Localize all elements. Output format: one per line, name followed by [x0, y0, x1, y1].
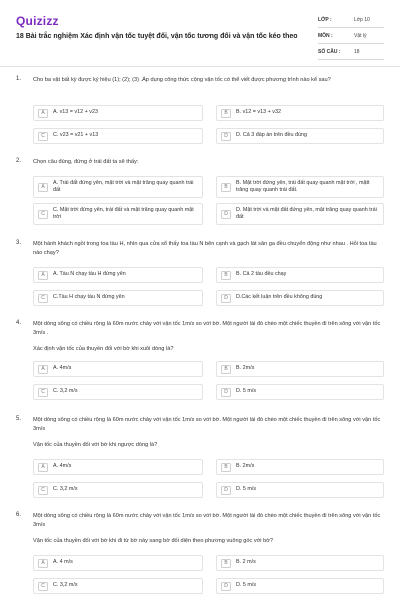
option-c[interactable]	[33, 290, 203, 306]
worksheet-title: 18 Bài trắc nghiệm Xác định vận tốc tuyệt đối, vận tốc tương đối và vận tốc kéo theo	[16, 33, 298, 40]
option-text: D. 5 m/s	[236, 486, 257, 493]
meta-row-count	[318, 44, 384, 60]
option-letter: B	[221, 559, 231, 568]
option-letter: D	[221, 294, 231, 303]
option-text: D.Các kết luận trên đều không đúng	[236, 294, 323, 301]
question-text: Một dòng sông có chiều rộng là 60m nước chảy với vận tốc 1m/s so với bờ. Một người lái đò chèo một chiếc thuyền đi trên sông với vận tốc 3m/s .	[33, 321, 381, 336]
option-text: D. Mặt trời và mặt đất đứng yên, mặt trăng quay quanh trái đất	[236, 206, 377, 220]
option-text: C.Tàu H chạy tàu N đứng yên	[53, 294, 125, 301]
option-c[interactable]	[33, 128, 203, 144]
option-text: B. Mặt trời đứng yên, trái đất quay quanh mặt trời , mặtt trăng quay quanh trái đất.	[236, 179, 370, 193]
option-text: A. v13 = v12 + v23	[53, 109, 98, 116]
option-letter: C	[38, 388, 48, 397]
option-a[interactable]	[33, 555, 203, 571]
option-a[interactable]	[33, 105, 203, 121]
option-b[interactable]	[216, 105, 384, 121]
option-a[interactable]	[33, 267, 203, 283]
option-text: A. Tàu N chạy tàu H đứng yên	[53, 271, 126, 278]
option-letter: C	[38, 486, 48, 495]
question-text: Một dòng sông có chiều rộng là 60m nước chảy với vận tốc 1m/s so với bờ. Một người lái đò chèo một chiếc thuyền đi trên sông với vận tốc 3m/s	[33, 417, 381, 432]
option-text: D. 5 m/s	[236, 388, 257, 395]
option-letter: A	[38, 559, 48, 568]
meta-row-class	[318, 12, 384, 28]
option-text: C. v23 = v21 + v13	[53, 132, 99, 139]
meta-row-subject	[318, 28, 384, 44]
option-b[interactable]	[216, 459, 384, 475]
quizizz-logo: Quizizz	[16, 14, 59, 28]
option-c[interactable]	[33, 482, 203, 498]
option-letter: C	[38, 582, 48, 591]
option-d[interactable]	[216, 384, 384, 400]
option-letter: C	[38, 294, 48, 303]
option-letter: D	[221, 486, 231, 495]
option-letter: A	[38, 463, 48, 472]
meta-key: SỐ CÂU :	[318, 48, 341, 55]
option-text: C. 3,2 m/s	[53, 388, 78, 395]
option-text: C. 3,2 m/s	[53, 486, 78, 493]
option-d[interactable]	[216, 578, 384, 594]
option-letter: B	[221, 271, 231, 280]
option-letter: B	[221, 183, 231, 192]
option-letter: D	[221, 210, 231, 219]
option-letter: B	[221, 365, 231, 374]
option-text: C. 3,2 m/s	[53, 582, 78, 589]
question-text: Một hành khách ngồi trong toa tàu H, nhìn qua cửa sổ thấy toa tàu N bên cạnh và gạch lát sân ga đều chuyển động như nhau . Hỏi toa tàu nào chạy?	[33, 241, 377, 256]
option-letter: A	[38, 365, 48, 374]
option-text: A. 4m/s	[53, 365, 72, 372]
question-number: 1.	[16, 76, 22, 82]
option-text: A. 4 m/s	[53, 559, 73, 566]
option-b[interactable]	[216, 176, 384, 198]
option-text: B. 2 m/s	[236, 559, 256, 566]
option-letter: A	[38, 109, 48, 118]
option-letter: A	[38, 271, 48, 280]
question-number: 2.	[16, 158, 22, 164]
worksheet-header	[16, 12, 384, 66]
option-letter: D	[221, 132, 231, 141]
meta-value: Lớp 10	[354, 16, 370, 23]
option-letter: D	[221, 388, 231, 397]
meta-table	[318, 12, 384, 60]
option-d[interactable]	[216, 290, 384, 306]
meta-key: LỚP :	[318, 16, 332, 23]
question-subtext: Vận tốc của thuyền đối với bờ khi ngược dòng là?	[33, 442, 158, 448]
option-d[interactable]	[216, 482, 384, 498]
option-b[interactable]	[216, 267, 384, 283]
option-letter: A	[38, 183, 48, 192]
meta-value: 18	[354, 48, 360, 55]
option-letter: C	[38, 210, 48, 219]
header-divider	[0, 66, 400, 67]
option-a[interactable]	[33, 176, 203, 198]
question-number: 5.	[16, 416, 22, 422]
question-number: 4.	[16, 320, 22, 326]
question-text: Chọn câu đúng, đứng ở trái đất ta sẽ thấy:	[33, 159, 139, 165]
meta-key: MÔN :	[318, 32, 333, 39]
option-a[interactable]	[33, 459, 203, 475]
option-text: B. 2m/s	[236, 365, 255, 372]
option-text: B. v12 = v13 + v32	[236, 109, 281, 116]
option-c[interactable]	[33, 203, 203, 225]
meta-value: Vật lý	[354, 32, 367, 39]
option-text: D. Cả 3 đáp án trên đều đúng	[236, 132, 308, 139]
option-text: D. 5 m/s	[236, 582, 257, 589]
option-text: C. Mặt trời đứng yên, trái đất và mặt trăng quay quanh mặt trời	[53, 206, 194, 220]
question-number: 3.	[16, 240, 22, 246]
question-subtext: Vận tốc của thuyền đối với bờ khi đi từ bờ này sang bờ đối diện theo phương vuông góc với bờ?	[33, 538, 273, 544]
option-text: B. 2m/s	[236, 463, 255, 470]
option-letter: C	[38, 132, 48, 141]
option-b[interactable]	[216, 555, 384, 571]
question-text: Cho ba vật bất kỳ được ký hiệu (1); (2); (3) .Áp dụng công thức cộng vận tốc có thể viết được phương trình nào kể sau?	[33, 77, 331, 83]
option-text: B. Cả 2 tàu đều chạy	[236, 271, 287, 278]
option-b[interactable]	[216, 361, 384, 377]
question-number: 6.	[16, 512, 22, 518]
question-text: Một dòng sông có chiều rộng là 60m nước chảy với vận tốc 1m/s so với bờ. Một người lái đò chèo một chiếc thuyền đi trên sông với vận tốc 3m/s	[33, 513, 381, 528]
option-letter: B	[221, 109, 231, 118]
option-text: A. Trái đất đứng yên, mặt trời và mặt trăng quay quanh trái đất	[53, 179, 194, 193]
option-d[interactable]	[216, 128, 384, 144]
question-subtext: Xác định vận tốc của thuyền đối với bờ khi xuôi dòng là?	[33, 346, 174, 352]
option-letter: B	[221, 463, 231, 472]
option-text: A. 4m/s	[53, 463, 72, 470]
option-c[interactable]	[33, 384, 203, 400]
option-c[interactable]	[33, 578, 203, 594]
option-a[interactable]	[33, 361, 203, 377]
option-d[interactable]	[216, 203, 384, 225]
option-letter: D	[221, 582, 231, 591]
